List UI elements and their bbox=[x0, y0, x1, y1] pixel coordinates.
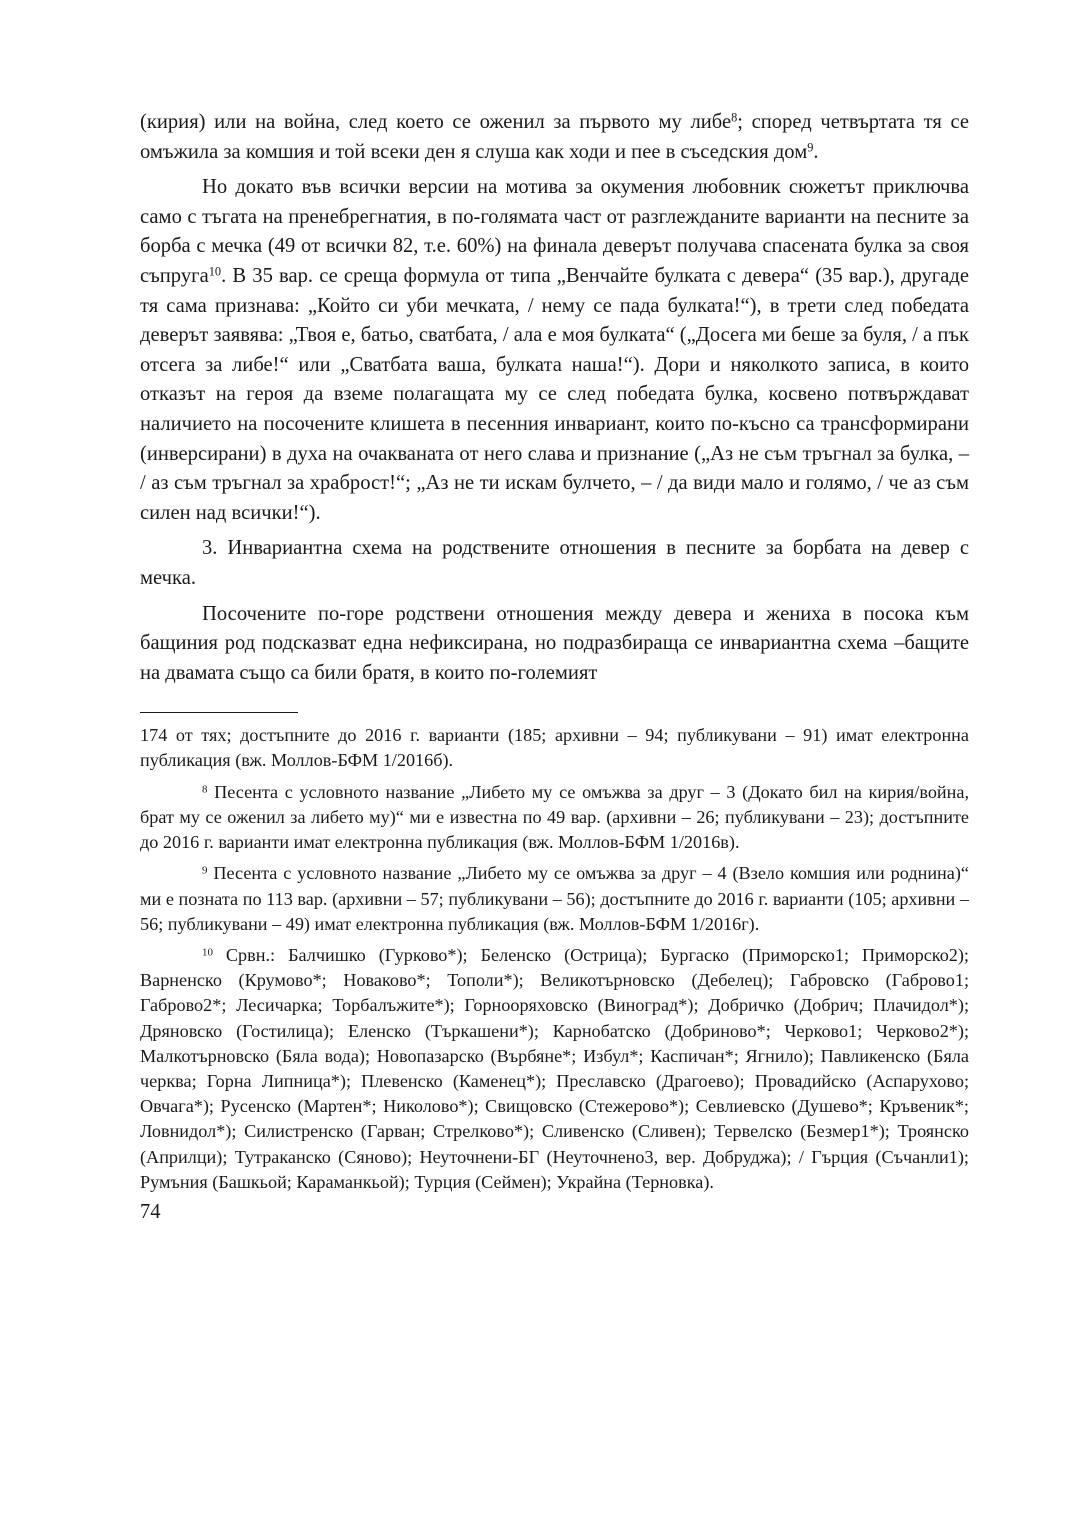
footnote-separator bbox=[140, 712, 298, 713]
footnote-ref-10[interactable]: 10 bbox=[208, 264, 222, 279]
footnote-ref-8[interactable]: 8 bbox=[731, 110, 738, 125]
page-number: 74 bbox=[140, 1200, 161, 1223]
document-page bbox=[140, 108, 969, 1225]
footnote-continuation: 174 от тях; достъпните до 2016 г. варианти (185; архивни – 94; публикувани – 91) имат електронна публикация (вж. Моллов-БФМ 1/2016б). bbox=[140, 725, 969, 771]
footnotes bbox=[140, 723, 969, 1195]
paragraph-continuation: (кирия) или на война, след което се оженил за първото му либе$^8$; според четвъртата тя се омъжила за комшия и той всеки ден я слуша как ходи и пее в съседския дом$^9$. bbox=[140, 110, 969, 163]
footnote-10: $^{10}$ Срвн.: Балчишко (Гурково*); Беленско (Острица); Бургаско (Приморско1; Приморско2); Варненско (Крумово*; Новаково*; Тополи*); Великотърновско (Дебелец); Габровско (Габрово1; Габрово2*; Лесичарка; Торбалъжите*); Горнооряховско (Виноград*); Добричко (Добрич; Плачидол*); Дряновско (Гостилица); Еленско (Търкашени*); Карнобатско (Добриново*; Черково1; Черково2*); Малкотърновско (Бяла вода); Новопазарско (Върбяне*; Избул*; Каспичан*; Ягнило); Павликенско (Бяла черква; Горна Липница*); Плевенско (Каменец*); Преславско (Драгоево); Провадийско (Аспарухово; Овчага*); Русенско (Мартен*; Николово*); Свищовско (Стежерово*); Севлиевско (Душево*; Кръвеник*; Ловнидол*); Силистренско (Гарван; Стрелково*); Сливенско (Сливен); Тервелско (Безмер1*); Троянско (Априлци); Тутраканско (Сяново); Неуточнени-БГ (Неуточнено3, вер. Добруджа); / Гърция (Съчанли1); Румъния (Башкьой; Караманкьой); Турция (Сеймен); Украйна (Терновка). bbox=[140, 944, 969, 1192]
footnote-ref-9[interactable]: 9 bbox=[807, 140, 814, 155]
footnote-number: 9 bbox=[202, 864, 208, 877]
footnote-9: $^9$ Песента с условното название „Либето му се омъжва за друг – 4 (Взело комшия или роднина)“ ми е позната по 113 вар. (архивни – 57; публикувани – 56); достъпните до 2016 г. варианти (105; архивни – 56; публикувани – 49) имат електронна публикация (вж. Моллов-БФМ 1/2016г). bbox=[140, 863, 969, 934]
paragraph: Посочените по-горе родствени отношения между девера и жениха в посока към бащиния род подсказват една нефиксирана, но подразбираща се инвариантна схема –бащите на двамата също са били братя, в които по-големият bbox=[140, 602, 969, 684]
footnote-number: 10 bbox=[202, 946, 213, 959]
section-heading: 3. Инвариантна схема на родствените отношения в песните за борбата на девер с мечка. bbox=[140, 537, 969, 589]
body-text bbox=[140, 108, 969, 688]
footnote-8: $^8$ Песента с условното название „Либето му се омъжва за друг – 3 (Докато бил на кирия/война, брат му се оженил за либето му)“ ми е известна по 49 вар. (архивни – 26; публикувани – 23); достъпните до 2016 г. варианти имат електронна публикация (вж. Моллов-БФМ 1/2016в). bbox=[140, 781, 969, 853]
footnote-number: 8 bbox=[202, 783, 208, 796]
paragraph: Но докато във всички версии на мотива за окумения любовник сюжетът приключва само с тъгата на пренебрегнатия, в по-голямата част от разглежданите варианти на песните за борба с мечка (49 от всички 82, т.е. 60%) на финала деверът получава спасената булка за своя съпруга$^{10}$. В 35 вар. се среща формула от типа „Венчайте булката с девера“ (35 вар.), другаде тя сама признава: „Който си уби мечката, / нему се пада булката!“), в трети след победата деверът заявява: „Твоя е, батьо, сватбата, / ала е моя булката“ („Досега ми беше за буля, / а пък отсега за либе!“ или „Сватбата ваша, булката наша!“). Дори и няколкото записа, в които отказът на героя да вземе полагащата му се след победата булка, косвено потвърждават наличието на посочените клишета в песенния инвариант, които по-късно са трансформирани (инверсирани) в духа на очакваната от него слава и признание („Аз не съм тръгнал за булка, – / аз съм тръгнал за храброст!“; „Аз не ти искам булчето, – / да види мало и голямо, / че аз съм силен над всички!“). bbox=[140, 176, 969, 524]
